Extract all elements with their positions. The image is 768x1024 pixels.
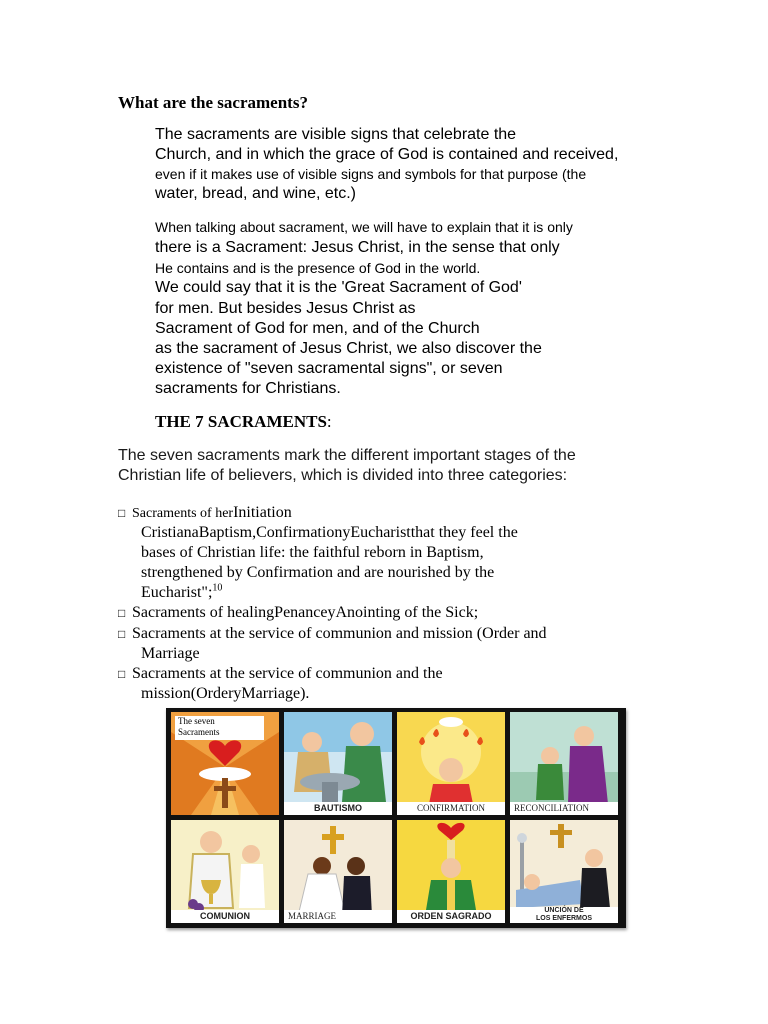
list-item-line — [141, 583, 222, 603]
paragraph-line: sacraments for Christians. — [155, 380, 341, 397]
paragraph-line: Sacrament of God for men, and of the Church — [155, 320, 480, 337]
baptism-font-icon — [284, 712, 392, 815]
list-item-text: Eucharist"; — [141, 584, 213, 601]
list-item-line: Marriage — [141, 645, 200, 662]
section-title: What are the sacraments? — [118, 93, 308, 112]
paragraph-line: there is a Sacrament: Jesus Christ, in the sense that only — [155, 239, 560, 256]
footnote-ref: 10 — [212, 582, 223, 594]
paragraph-line: He contains and is the presence of God in the world. — [155, 260, 481, 276]
paragraph-line: We could say that it is the 'Great Sacrament of God' — [155, 279, 522, 296]
bullet-icon: □ — [118, 506, 126, 520]
illustration-cell — [397, 820, 505, 923]
illustration-label: CONFIRMATION — [397, 802, 505, 815]
illustration-cell — [510, 820, 618, 923]
dove-flames-icon — [397, 712, 505, 815]
bullet-icon: □ — [118, 606, 126, 620]
bullet-icon: □ — [118, 667, 126, 681]
communion-chalice-icon — [171, 820, 279, 923]
paragraph-line: as the sacrament of Jesus Christ, we also discover the — [155, 340, 542, 357]
illustration-cell — [397, 712, 505, 815]
list-item — [118, 503, 292, 524]
marriage-couple-icon — [284, 820, 392, 923]
illustration-label: UNCIÓN DE LOS ENFERMOS — [510, 907, 618, 923]
reconciliation-icon — [510, 712, 618, 815]
list-item-text: Sacraments of healingPenanceyAnointing of the Sick; — [132, 604, 479, 621]
list-item-text: Sacraments at the service of communion and the — [132, 665, 443, 682]
holy-orders-icon — [397, 820, 505, 923]
bullet-icon: □ — [118, 627, 126, 641]
list-item-line: CristianaBaptism,ConfirmationyEucharistthat they feel the — [141, 524, 518, 541]
list-item-line: strengthened by Confirmation and are nourished by the — [141, 564, 495, 581]
illustration-cell — [171, 712, 279, 815]
paragraph-line: Christian life of believers, which is divided into three categories: — [118, 467, 568, 484]
paragraph-line: water, bread, and wine, etc.) — [155, 185, 356, 202]
paragraph-line: Church, and in which the grace of God is contained and received, — [155, 146, 619, 163]
illustration-cell — [510, 712, 618, 815]
paragraph-line: existence of "seven sacramental signs", or seven — [155, 360, 503, 377]
section-heading-colon: : — [326, 412, 332, 431]
section-heading — [155, 412, 332, 432]
list-item — [118, 664, 443, 684]
list-item-text: Initiation — [233, 504, 292, 521]
list-item — [118, 624, 547, 644]
section-heading-text: THE 7 SACRAMENTS — [155, 412, 327, 431]
paragraph-line: even if it makes use of visible signs and symbols for that purpose (the — [155, 166, 587, 182]
paragraph-line: The seven sacraments mark the different important stages of the — [118, 447, 576, 464]
illustration-label: BAUTISMO — [284, 802, 392, 815]
paragraph-line: The sacraments are visible signs that celebrate the — [155, 126, 517, 143]
paragraph-line: When talking about sacrament, we will have to explain that it is only — [155, 219, 573, 235]
list-item-line: bases of Christian life: the faithful reborn in Baptism, — [141, 544, 484, 561]
illustration-title: The seven Sacraments — [175, 716, 264, 740]
illustration-label: MARRIAGE — [284, 910, 392, 923]
illustration-cell — [171, 820, 279, 923]
list-item — [118, 603, 478, 623]
sacraments-illustration — [166, 708, 626, 928]
paragraph-line: for men. But besides Jesus Christ as — [155, 300, 416, 317]
illustration-label: RECONCILIATION — [510, 802, 618, 815]
illustration-label: COMUNION — [171, 910, 279, 923]
list-item-line: mission(OrderyMarriage). — [141, 685, 310, 702]
list-item-text: Sacraments at the service of communion and mission (Order and — [132, 625, 547, 642]
illustration-cell — [284, 712, 392, 815]
illustration-label: ORDEN SAGRADO — [397, 910, 505, 923]
list-item-prefix: Sacraments of her — [132, 506, 234, 521]
illustration-cell — [284, 820, 392, 923]
